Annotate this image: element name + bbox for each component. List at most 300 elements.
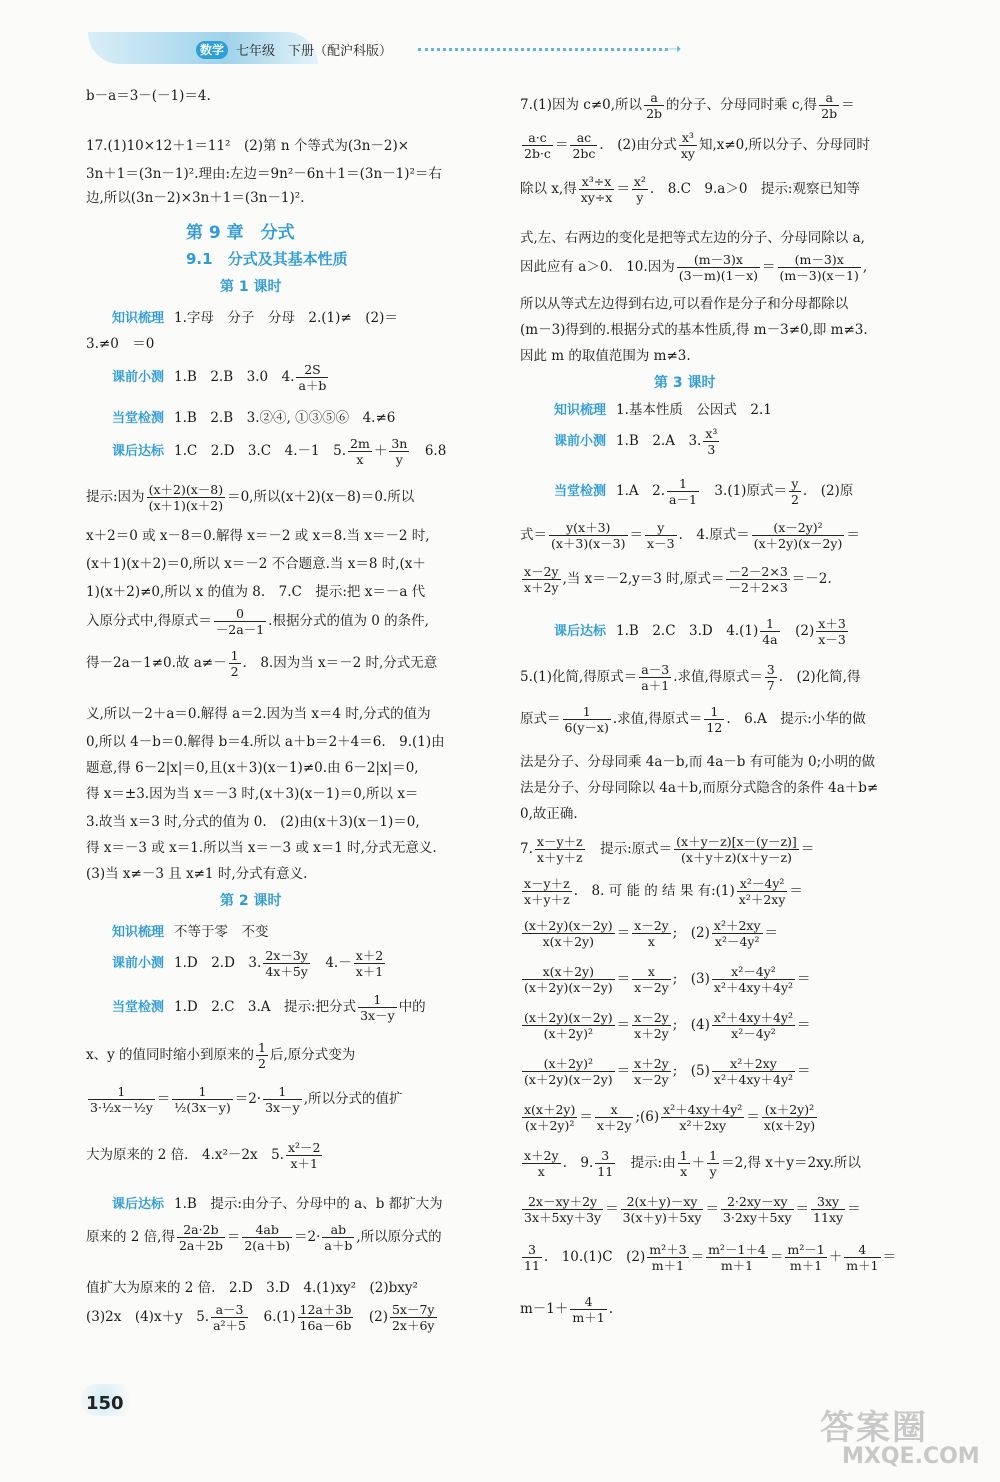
- fraction-denominator: 2: [258, 1056, 266, 1071]
- fraction-denominator: a＋1: [641, 678, 670, 693]
- text-segment: 后,原分式变为: [269, 1047, 356, 1063]
- fraction-denominator: a＋b: [298, 378, 327, 393]
- fraction: [712, 964, 795, 995]
- section-label: 当堂检测: [554, 484, 607, 499]
- fraction-denominator: 2b: [646, 106, 663, 121]
- text-line: (m－3)得到的.根据分式的基本性质,得 m－3≠0,即 m≠3.: [520, 322, 868, 338]
- fraction: [595, 1102, 634, 1133]
- fraction-denominator: a²＋5: [213, 1318, 246, 1333]
- text-line: [86, 1302, 439, 1333]
- fraction-numerator: m²－1＋4: [708, 1242, 766, 1257]
- text-segment: ＋: [373, 443, 388, 459]
- text-segment: ＝: [847, 1201, 861, 1217]
- fraction: [522, 564, 561, 595]
- text-segment: 中的: [398, 999, 426, 1015]
- fraction: [172, 1084, 232, 1115]
- fraction: [522, 130, 553, 161]
- fraction-denominator: m＋1: [572, 1310, 605, 1325]
- text-segment: ＝: [616, 971, 631, 987]
- text-segment: ,: [862, 259, 868, 275]
- fraction-numerator: x＋3: [818, 616, 846, 631]
- text-segment: ＝: [616, 1017, 631, 1033]
- text-line: b－a＝3－(－1)＝4.: [86, 88, 211, 104]
- text-segment: . 10.(1)C (2): [543, 1249, 646, 1265]
- text-segment: 提示:因为: [86, 489, 145, 505]
- text-line: [520, 704, 866, 735]
- fraction-numerator: 2x－3y: [265, 948, 308, 963]
- text-line: 1)(x＋2)≠0,所以 x 的值为 8. 7.C 提示:把 x＝－a 代: [86, 584, 426, 600]
- fraction-numerator: a: [819, 90, 839, 106]
- fraction: [389, 436, 409, 467]
- text-line: [520, 1056, 811, 1087]
- text-segment: .求值,得原式＝: [673, 669, 763, 685]
- fraction: [522, 1102, 577, 1133]
- text-segment: x、y 的值同时缩小到原来的: [86, 1047, 255, 1063]
- text-segment: (3)2x (4)x＋y 5.: [86, 1309, 210, 1325]
- fraction: [229, 648, 241, 679]
- fraction-numerator: x²＋2xy: [712, 1056, 795, 1072]
- text-line: 式,左、右两边的变化是把等式左边的分子、分母同除以 a,: [520, 230, 865, 246]
- fraction: [390, 1302, 437, 1333]
- text-segment: ＝: [629, 527, 644, 543]
- fraction-denominator: (x＋2y)(x－2y): [524, 1072, 613, 1087]
- text-segment: 1.A 2.: [616, 483, 666, 499]
- answer-row-kehou: [112, 436, 446, 467]
- fraction: [348, 436, 372, 467]
- section-label: 课前小测: [554, 434, 607, 449]
- text-segment: 得－2a－1≠0.故 a≠－: [86, 655, 227, 671]
- fraction-numerator: x²－2: [287, 1140, 321, 1155]
- fraction-numerator: x³÷x: [579, 174, 615, 190]
- text-line: 法是分子、分母同乘 4a－b,而 4a－b 有可能为 0;小明的做: [520, 754, 876, 770]
- fraction-denominator: 3x＋5xy＋3y: [524, 1210, 602, 1225]
- fraction-numerator: a·c: [522, 130, 553, 146]
- text-segment: ＝: [690, 1249, 705, 1265]
- fraction-denominator: 3·½x－½y: [90, 1100, 153, 1115]
- text-segment: 3.(1)原式＝: [700, 483, 787, 499]
- fraction: [639, 662, 671, 693]
- text-segment: 的分子、分母同时乘 c,得: [666, 97, 818, 113]
- fraction-denominator: x＋2y: [596, 1118, 632, 1133]
- text-line: [86, 1040, 355, 1071]
- fraction: [712, 1056, 795, 1087]
- fraction: [721, 1194, 794, 1225]
- text-segment: 5.(1)化简,得原式＝: [520, 669, 638, 685]
- watermark-text: 答案圈: [820, 1408, 928, 1448]
- text-line: [86, 482, 414, 513]
- fraction-denominator: x＋1: [355, 964, 384, 979]
- section-label: 知识梳理: [112, 925, 165, 940]
- text-line: 3.≠0 ＝0: [86, 336, 155, 352]
- text-segment: m－1＋: [520, 1301, 569, 1317]
- lesson-title: 第 1 课时: [220, 279, 282, 295]
- fraction-denominator: 2bc: [572, 146, 596, 161]
- fraction-denominator: a－1: [669, 492, 697, 507]
- text-segment: ＝: [554, 137, 569, 153]
- fraction: [819, 90, 839, 121]
- fraction-numerator: (x＋2y)²: [522, 1056, 615, 1072]
- fraction-denominator: 2: [790, 492, 799, 507]
- fraction: [762, 1102, 817, 1133]
- text-segment: . 8.C 9.a＞0 提示:观察已知等: [649, 181, 860, 197]
- text-segment: ＝: [616, 181, 630, 197]
- text-line: [520, 564, 832, 595]
- text-segment: 除以 x,得: [520, 181, 577, 197]
- fraction-denominator: x: [647, 934, 655, 949]
- section-label: 知识梳理: [112, 311, 165, 326]
- fraction: [712, 1010, 795, 1041]
- fraction: [778, 252, 861, 283]
- text-line: 3.故当 x＝3 时,分式的值为 0. (2)由(x＋3)(x－1)＝0,: [86, 814, 420, 830]
- fraction-numerator: m²＋3: [649, 1242, 687, 1257]
- fraction-numerator: 1: [258, 1040, 266, 1055]
- fraction: [242, 1222, 292, 1253]
- answer-row-zhishi: [112, 920, 269, 940]
- fraction-numerator: (x＋2y)(x－2y): [524, 918, 613, 933]
- text-line: [520, 520, 860, 551]
- fraction-numerator: 3: [522, 1242, 542, 1258]
- fraction-denominator: x＋2y: [524, 580, 559, 595]
- fraction-numerator: x²＋4xy＋4y²: [663, 1102, 743, 1117]
- fraction: [844, 1242, 880, 1273]
- fraction: [570, 1294, 606, 1325]
- text-line: (3)当 x≠－3 且 x≠1 时,分式有意义.: [86, 866, 308, 882]
- text-segment: 7.(1)因为 c≠0,所以: [520, 97, 643, 113]
- fraction-numerator: x³: [705, 426, 718, 441]
- fraction-denominator: 2: [230, 664, 239, 679]
- text-segment: ,所以原分式的: [356, 1229, 442, 1245]
- text-line: [86, 1222, 442, 1253]
- text-line: [86, 648, 437, 679]
- text-segment: ＝: [156, 1091, 171, 1107]
- fraction-denominator: －2＋2×3: [728, 580, 788, 595]
- fraction: [263, 948, 310, 979]
- fraction-denominator: (x＋2y)(x－2y): [753, 536, 843, 551]
- text-segment: ＝2,得 x＋y＝2xy.所以: [721, 1155, 861, 1171]
- text-segment: ＝: [882, 1249, 896, 1265]
- fraction-numerator: x(x＋2y): [522, 964, 615, 980]
- fraction: [296, 362, 328, 393]
- fraction-denominator: x－3: [647, 536, 675, 551]
- fraction-numerator: x: [632, 964, 671, 980]
- text-line: [86, 606, 429, 637]
- text-segment: ＝: [797, 971, 811, 987]
- fraction: [706, 1242, 768, 1273]
- fraction-numerator: 3n: [391, 436, 408, 451]
- text-line: 0,所以 4－b＝0.解得 b＝4.所以 a＋b＝2＋4＝6. 9.(1)由: [86, 734, 445, 750]
- answer-row-dangtang: [112, 992, 426, 1023]
- text-line: [520, 130, 870, 161]
- fraction: [570, 130, 597, 161]
- fraction-numerator: 1: [563, 704, 611, 720]
- fraction-denominator: (x＋2y)²: [525, 1118, 575, 1133]
- fraction-denominator: (x＋2y)(x－2y): [524, 980, 613, 995]
- text-segment: 式＝: [520, 527, 547, 543]
- fraction: [298, 1302, 354, 1333]
- answer-row-dangtang: [112, 406, 395, 426]
- fraction-denominator: 11: [524, 1258, 540, 1273]
- text-segment: ＋: [691, 1155, 706, 1171]
- fraction-numerator: 2x－xy＋2y: [522, 1194, 603, 1210]
- text-segment: . 4.原式＝: [678, 527, 750, 543]
- fraction-denominator: 2x＋6y: [391, 1318, 435, 1333]
- fraction: [760, 616, 779, 647]
- text-line: [520, 834, 814, 865]
- fraction-numerator: 1: [88, 1084, 155, 1100]
- watermark-url: MXQE.COM: [842, 1444, 980, 1469]
- text-segment: 4.－: [311, 955, 352, 971]
- text-segment: ＝: [795, 1201, 810, 1217]
- fraction-numerator: 1: [230, 648, 239, 663]
- fraction: [752, 520, 845, 551]
- answer-text: 1.B 2.B 3.②④, ①③⑤⑥ 4.≠6: [174, 410, 396, 426]
- text-segment: ,当 x＝－2,y＝3 时,原式＝: [562, 571, 725, 587]
- fraction-denominator: x＋y＋z: [536, 850, 583, 865]
- answer-text: 1.C 2.D 3.C 4.－1 5.: [174, 443, 346, 459]
- text-segment: ＝2·: [294, 1229, 321, 1245]
- fraction: [704, 704, 724, 735]
- text-segment: ＝: [746, 1109, 760, 1125]
- fraction-denominator: m＋1: [789, 1258, 823, 1273]
- text-line: [520, 662, 860, 693]
- fraction-numerator: x－2y: [634, 1010, 669, 1025]
- lesson-title: 第 3 课时: [654, 375, 716, 391]
- fraction-denominator: －2a－1: [215, 622, 265, 637]
- fraction-numerator: 3: [766, 662, 775, 677]
- text-segment: 原来的 2 倍,得: [86, 1229, 175, 1245]
- lesson-title: 第 2 课时: [220, 893, 282, 909]
- fraction-denominator: x: [356, 452, 364, 467]
- section-label: 课后达标: [554, 624, 607, 639]
- answer-row-kehou: [554, 616, 850, 647]
- text-segment: 提示:原式＝: [586, 841, 673, 857]
- fraction-numerator: (m－3)x: [778, 252, 861, 268]
- fraction: [595, 1148, 615, 1179]
- text-segment: . (2)由分式: [599, 137, 677, 153]
- text-segment: . 8. 可 能 的 结 果 有:(1): [573, 883, 735, 899]
- fraction-numerator: 1: [358, 992, 397, 1008]
- fraction-numerator: ab: [322, 1222, 354, 1238]
- fraction: [707, 1148, 719, 1179]
- fraction: [214, 606, 266, 637]
- fraction-numerator: (m－3)x: [677, 252, 760, 268]
- fraction-numerator: x²－4y²: [737, 876, 788, 892]
- page-header: [88, 26, 788, 74]
- fraction-denominator: x－2y: [634, 1072, 669, 1087]
- text-segment: 1.D 2.C 3.A 提示:把分式: [174, 999, 357, 1015]
- fraction-numerator: 2m: [350, 436, 370, 451]
- text-segment: ＝: [769, 1249, 784, 1265]
- fraction: [358, 992, 397, 1023]
- fraction-denominator: 3(x＋y)＋5xy: [622, 1210, 702, 1225]
- section-label: 课后达标: [112, 444, 165, 459]
- fraction-denominator: x²＋2xy: [679, 1118, 727, 1133]
- fraction: [211, 1302, 248, 1333]
- arrow-right-icon: ➝: [668, 39, 682, 58]
- fraction: [354, 948, 386, 979]
- text-segment: (2): [355, 1309, 388, 1325]
- text-line: [520, 876, 803, 907]
- text-line: [520, 1242, 896, 1273]
- fraction-denominator: x²－4y²: [714, 934, 760, 949]
- text-segment: ＝: [797, 1063, 811, 1079]
- header-dotted-line: [418, 48, 668, 51]
- text-line: 17.(1)10×12＋1＝11² (2)第 n 个等式为(3n－2)×: [86, 138, 410, 154]
- fraction-numerator: x²－4y²: [712, 964, 795, 980]
- fraction-denominator: a＋b: [324, 1238, 353, 1253]
- text-segment: ＝0,所以(x＋2)(x－8)＝0.所以: [227, 489, 415, 505]
- text-segment: . (2)原: [802, 483, 854, 499]
- text-segment: ＝: [764, 925, 779, 941]
- fraction: [88, 1084, 155, 1115]
- fraction: [522, 876, 572, 907]
- watermark: [820, 1400, 995, 1478]
- fraction-denominator: ½(3x－y): [174, 1100, 231, 1115]
- fraction: [522, 1242, 542, 1273]
- fraction-denominator: (x＋3)(x－3): [551, 536, 626, 551]
- answer-row-keqian: [112, 362, 330, 393]
- text-line: [520, 252, 867, 283]
- text-segment: ;(6): [635, 1109, 660, 1125]
- fraction-denominator: y: [395, 452, 403, 467]
- text-segment: ＝2·: [234, 1091, 262, 1107]
- text-line: [520, 964, 811, 995]
- fraction-numerator: y: [789, 476, 801, 492]
- text-line: [86, 1140, 324, 1171]
- text-line: x＋2＝0 或 x－8＝0.解得 x＝－2 或 x＝8.当 x＝－2 时,: [86, 528, 430, 544]
- fraction-numerator: x－y＋z: [536, 834, 583, 849]
- text-segment: ＝: [846, 527, 860, 543]
- fraction-denominator: 12: [706, 720, 723, 735]
- text-segment: 6.(1): [250, 1309, 296, 1325]
- fraction-denominator: x(x＋2y): [763, 1118, 816, 1133]
- fraction-denominator: m＋1: [846, 1258, 879, 1273]
- fraction-numerator: 2a·2b: [177, 1222, 225, 1238]
- fraction: [789, 476, 801, 507]
- text-line: [520, 1148, 861, 1179]
- text-segment: ＝: [616, 1063, 631, 1079]
- fraction-denominator: (m－3)(x－1): [779, 268, 859, 283]
- fraction: [632, 918, 671, 949]
- fraction-denominator: x: [537, 1164, 545, 1179]
- text-segment: ＝: [616, 925, 631, 941]
- text-segment: ＝: [797, 1017, 811, 1033]
- fraction-numerator: 1: [679, 1148, 688, 1163]
- fraction-denominator: 2a＋2b: [178, 1238, 223, 1253]
- fraction-denominator: (x＋2y)²: [543, 1026, 593, 1041]
- fraction-denominator: x－2y: [634, 980, 669, 995]
- section-label: 课后达标: [112, 1197, 165, 1212]
- fraction-denominator: 6(y－x): [564, 720, 609, 735]
- fraction-numerator: 12a＋3b: [299, 1302, 352, 1317]
- text-segment: .: [608, 1301, 613, 1317]
- fraction-numerator: 1: [709, 1148, 718, 1163]
- fraction: [263, 1084, 302, 1115]
- fraction: [703, 426, 719, 457]
- fraction-denominator: m＋1: [651, 1258, 685, 1273]
- fraction-numerator: 5x－7y: [391, 1302, 435, 1317]
- fraction-denominator: x＋y＋z: [524, 892, 570, 907]
- fraction-numerator: ac: [570, 130, 597, 146]
- text-segment: . 9.: [562, 1155, 594, 1171]
- fraction-denominator: 4a: [762, 632, 778, 647]
- text-line: 得 x＝±3.因为当 x＝－3 时,(x＋3)(x－1)＝0,所以 x＝: [86, 786, 419, 802]
- answer-row-zhishi: [112, 306, 398, 326]
- text-segment: ; (3): [672, 971, 710, 987]
- fraction-numerator: y: [645, 520, 677, 536]
- fraction: [522, 1194, 603, 1225]
- text-segment: . 6.A 提示:小华的做: [726, 711, 866, 727]
- text-line: 义,所以－2＋a＝0.解得 a＝2.因为当 x＝4 时,分式的值为: [86, 706, 431, 722]
- fraction-numerator: x－2y: [524, 564, 559, 579]
- fraction: [737, 876, 788, 907]
- text-line: [520, 174, 860, 205]
- text-segment: 大为原来的 2 倍. 4.x²－2x 5.: [86, 1147, 284, 1163]
- fraction: [535, 834, 585, 865]
- fraction-numerator: 4: [844, 1242, 880, 1258]
- fraction: [644, 90, 664, 121]
- text-segment: 入原分式中,得原式＝: [86, 613, 212, 629]
- fraction-denominator: xy÷x: [580, 190, 613, 205]
- text-line: [520, 918, 778, 949]
- fraction-denominator: 3: [707, 442, 716, 457]
- text-segment: ＝: [789, 883, 803, 899]
- fraction-denominator: x²－4y²: [731, 1026, 776, 1041]
- fraction-numerator: 1: [760, 616, 779, 632]
- fraction: [549, 520, 628, 551]
- fraction-denominator: (x＋y＋z)(x＋y－z): [681, 850, 792, 865]
- text-segment: 7.: [520, 841, 533, 857]
- fraction-numerator: 1: [704, 704, 724, 720]
- section-label: 课前小测: [112, 370, 165, 385]
- text-segment: ; (4): [672, 1017, 710, 1033]
- fraction-numerator: 3xy: [811, 1194, 845, 1210]
- fraction: [522, 964, 615, 995]
- fraction-numerator: x²: [633, 174, 646, 189]
- fraction-numerator: －2－2×3: [728, 564, 788, 579]
- text-line: [520, 1010, 811, 1041]
- text-segment: ; (2): [672, 925, 710, 941]
- text-segment: 1.基本性质 公因式 2.1: [616, 402, 772, 418]
- fraction-numerator: x＋2: [355, 948, 384, 963]
- fraction-denominator: x²＋2xy: [738, 892, 786, 907]
- fraction-denominator: 16a－6b: [299, 1318, 352, 1333]
- text-segment: .根据分式的值为 0 的条件,: [268, 613, 429, 629]
- text-line: 因此 m 的取值范围为 m≠3.: [520, 348, 691, 364]
- text-line: [520, 1294, 613, 1325]
- text-segment: ,所以分式的值扩: [303, 1091, 403, 1107]
- fraction-numerator: x(x＋2y): [524, 1102, 576, 1117]
- fraction-numerator: (x＋2y)(x－2y): [524, 1010, 613, 1025]
- fraction-numerator: (x－2y)²: [752, 520, 845, 536]
- fraction: [147, 482, 226, 513]
- fraction-denominator: 2(a＋b): [244, 1238, 291, 1253]
- fraction-numerator: x²＋4xy＋4y²: [713, 1010, 794, 1025]
- fraction-denominator: 7: [766, 678, 775, 693]
- answer-row-zhishi: [554, 398, 772, 418]
- fraction: [177, 1222, 225, 1253]
- fraction: [647, 1242, 688, 1273]
- fraction-denominator: 11xy: [813, 1210, 844, 1225]
- answer-row-keqian: [554, 426, 721, 457]
- fraction: [765, 662, 777, 693]
- text-segment: (2): [781, 623, 815, 639]
- fraction-numerator: a－3: [211, 1302, 248, 1318]
- fraction-denominator: 11: [597, 1164, 614, 1179]
- text-line: 边,所以(3n－2)×3n＋1＝(3n－1)².: [86, 190, 305, 206]
- fraction-denominator: xy: [680, 146, 695, 161]
- fraction-numerator: 1: [263, 1084, 302, 1100]
